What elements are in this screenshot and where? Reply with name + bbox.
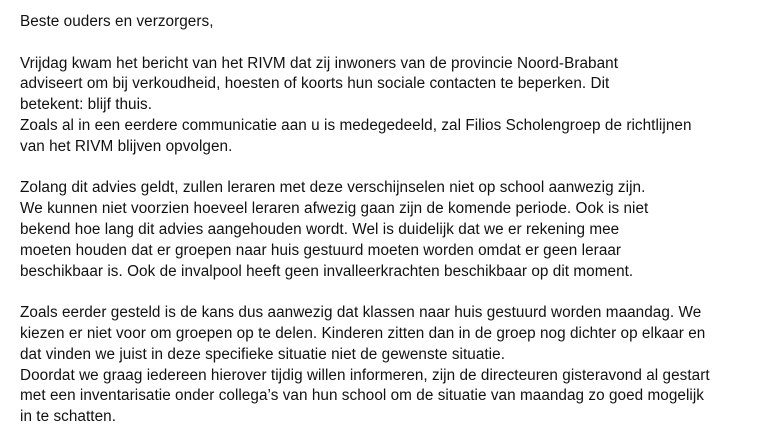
text-line: Vrijdag kwam het bericht van het RIVM dat zij inwoners van de provincie Noord-Brabant xyxy=(20,54,618,72)
letter-body xyxy=(20,12,760,428)
paragraph-class-closures xyxy=(20,303,760,428)
text-line: Doordat we graag iedereen hierover tijdig willen informeren, zijn de directeuren gisteravond al gestart xyxy=(20,366,710,384)
text-line: adviseert om bij verkoudheid, hoesten of koorts hun sociale contacten te beperken. Dit xyxy=(20,75,610,93)
paragraph-spacer xyxy=(20,282,760,303)
text-line: betekent: blijf thuis. xyxy=(20,96,153,114)
text-line: Zoals al in een eerdere communicatie aan u is medegedeeld, zal Filios Scholengroep de richtlijnen xyxy=(20,116,692,134)
paragraph-spacer xyxy=(20,158,760,179)
text-line: bekend hoe lang dit advies aangehouden wordt. Wel is duidelijk dat we er rekening mee xyxy=(20,220,620,238)
text-line: van het RIVM blijven opvolgen. xyxy=(20,137,233,155)
text-line: moeten houden dat er groepen naar huis gestuurd moeten worden omdat er geen leraar xyxy=(20,241,622,259)
paragraph-spacer xyxy=(20,33,760,54)
text-line: beschikbaar is. Ook de invalpool heeft geen invalleerkrachten beschikbaar op dit moment. xyxy=(20,262,634,280)
text-line: in te schatten. xyxy=(20,408,116,426)
text-line: kiezen er niet voor om groepen op te delen. Kinderen zitten dan in de groep nog dichter op elkaar en xyxy=(20,324,706,342)
letter-greeting: Beste ouders en verzorgers, xyxy=(20,13,214,30)
text-line: Zoals eerder gesteld is de kans dus aanwezig dat klassen naar huis gestuurd worden maandag. We xyxy=(20,304,702,322)
paragraph-teacher-absence xyxy=(20,178,760,282)
text-line: dat vinden we juist in deze specifieke situatie niet de gewenste situatie. xyxy=(20,345,505,363)
text-line: We kunnen niet voorzien hoeveel leraren afwezig gaan zijn de komende periode. Ook is niet xyxy=(20,200,649,218)
text-line: met een inventarisatie onder collega’s van hun school om de situatie van maandag zo goed mogelijk xyxy=(20,387,704,405)
text-line: Zolang dit advies geldt, zullen leraren met deze verschijnselen niet op school aanwezig zijn. xyxy=(20,179,646,197)
paragraph-rivm-advice xyxy=(20,54,760,158)
